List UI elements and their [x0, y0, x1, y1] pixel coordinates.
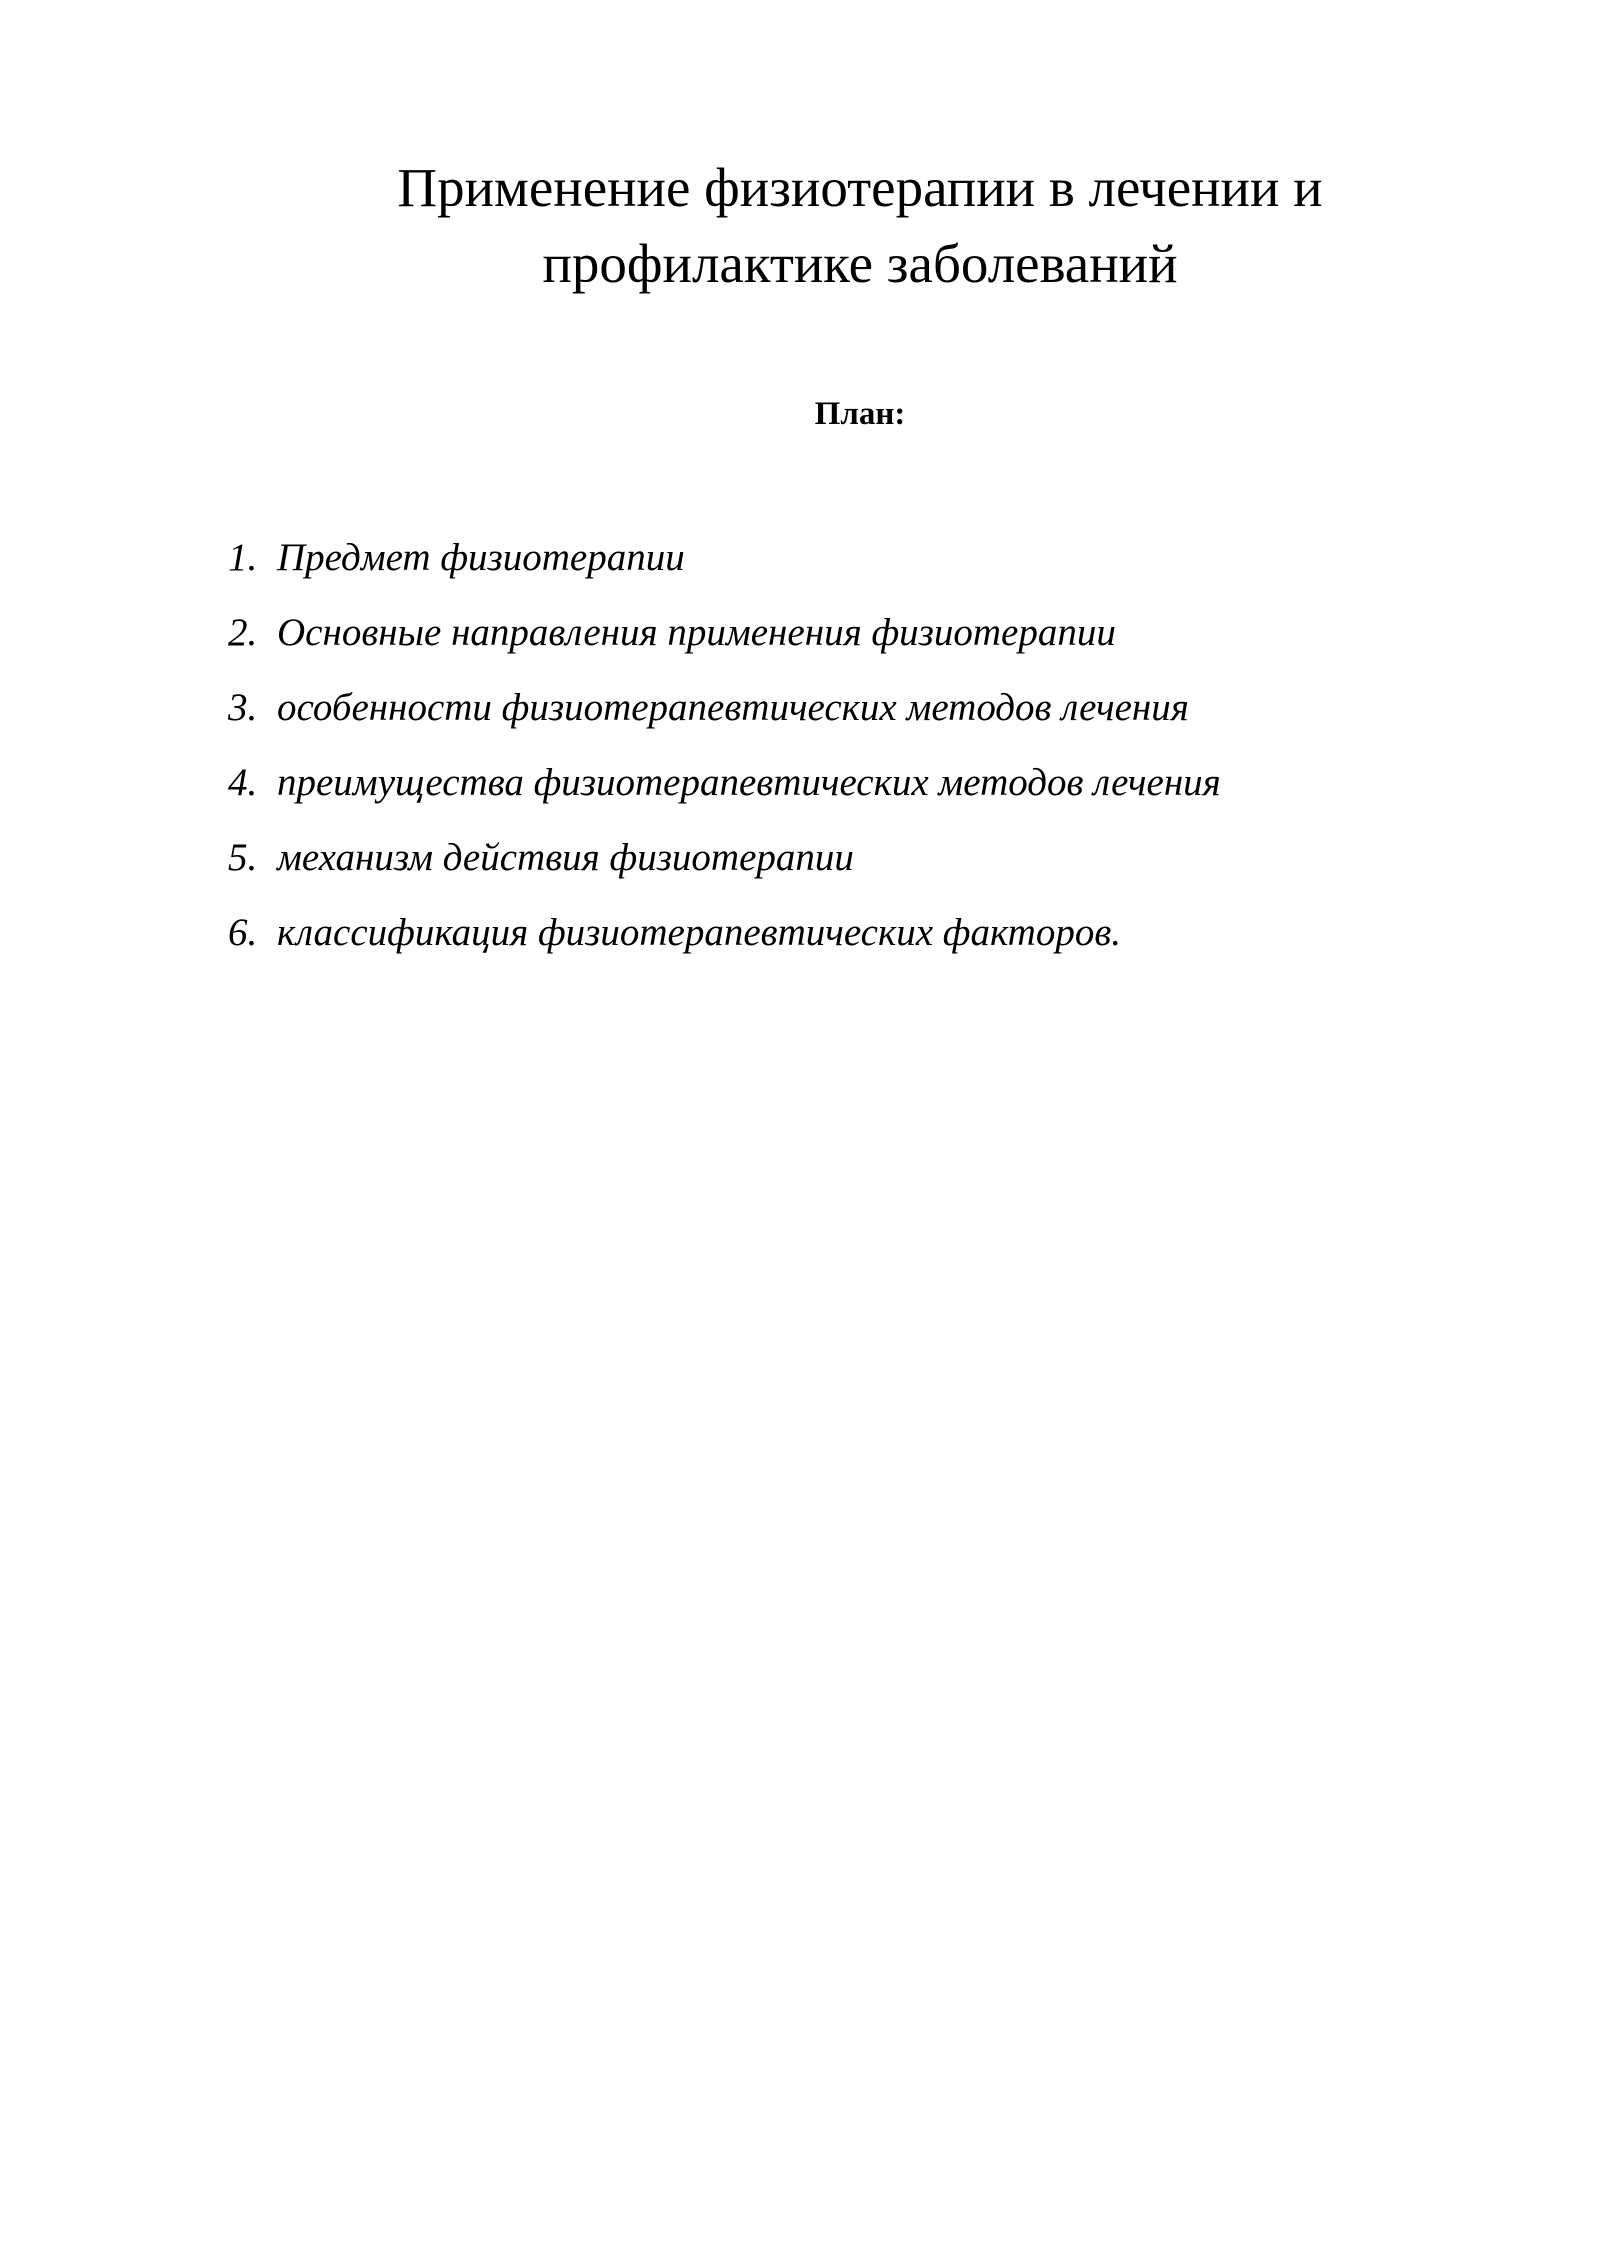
- document-title: [330, 150, 1390, 302]
- plan-heading: План:: [814, 396, 906, 432]
- list-item-text: классификация физиотерапевтических факторов.: [277, 911, 1122, 954]
- title-line-2: профилактике заболеваний: [542, 233, 1178, 294]
- list-item: [228, 520, 1428, 595]
- plan-list: [228, 520, 1428, 970]
- list-item-number: 2.: [228, 611, 258, 654]
- list-item: [228, 895, 1428, 970]
- list-item: [228, 745, 1428, 820]
- list-item-number: 1.: [228, 536, 258, 579]
- list-item-text: преимущества физиотерапевтических методов лечения: [277, 761, 1221, 804]
- list-item-number: 5.: [228, 836, 258, 879]
- list-item: [228, 670, 1428, 745]
- list-item: [228, 595, 1428, 670]
- list-item-text: особенности физиотерапевтических методов лечения: [277, 686, 1189, 729]
- list-item-text: Основные направления применения физиотерапии: [277, 611, 1116, 654]
- list-item-number: 6.: [228, 911, 258, 954]
- list-item-number: 3.: [228, 686, 258, 729]
- list-item-text: механизм действия физиотерапии: [277, 836, 854, 879]
- list-item: [228, 820, 1428, 895]
- list-item-number: 4.: [228, 761, 258, 804]
- title-line-1: Применение физиотерапии в лечении и: [397, 157, 1323, 218]
- list-item-text: Предмет физиотерапии: [277, 536, 685, 579]
